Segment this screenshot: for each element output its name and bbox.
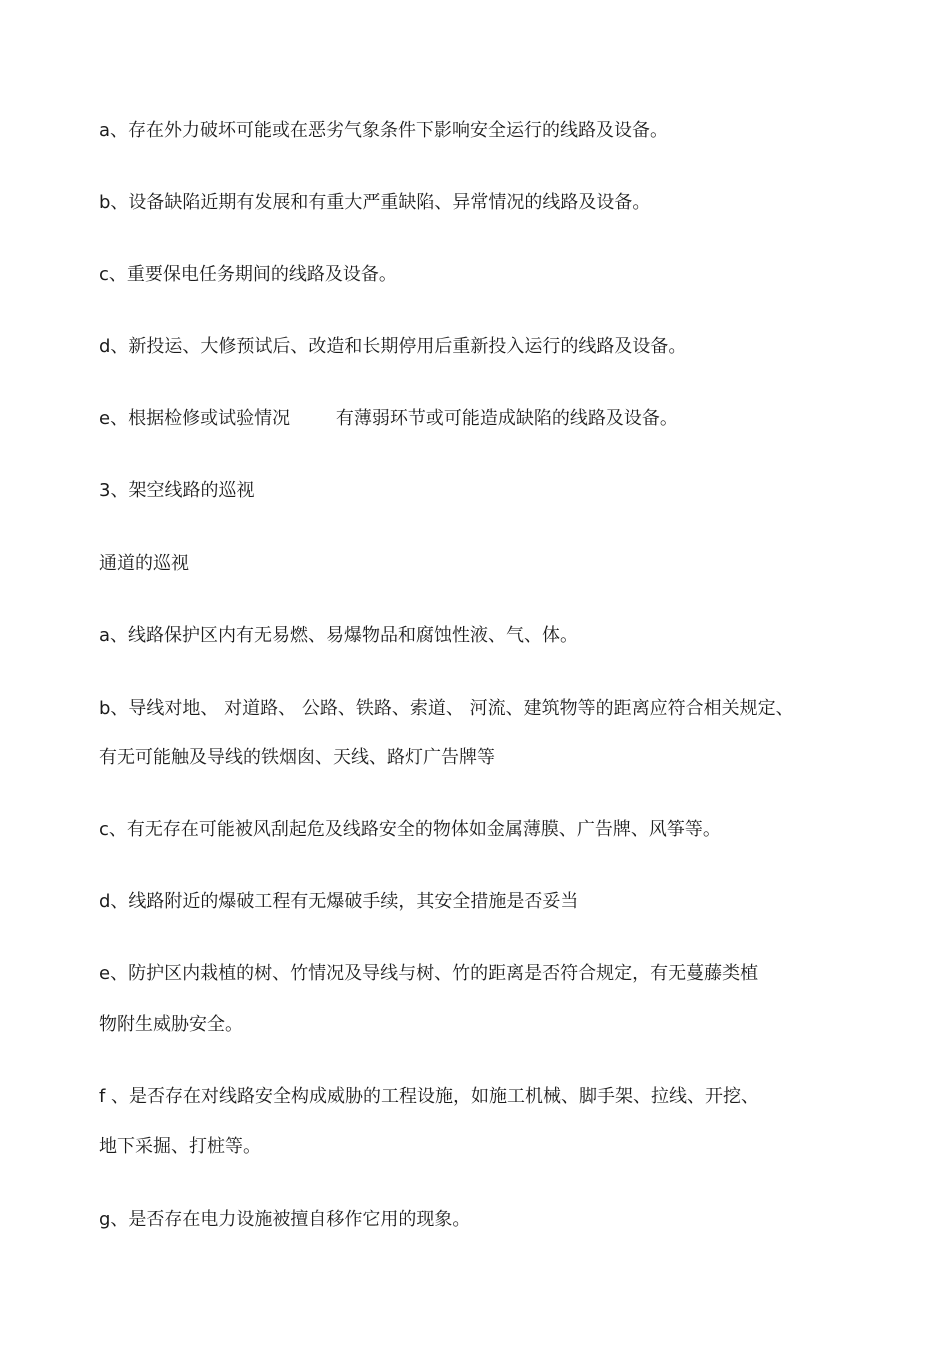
text-line-d-new-commissioning: d、新投运、大修预试后、改造和长期停用后重新投入运行的线路及设备。: [99, 336, 687, 357]
text-line-e-weak-links: e、根据检修或试验情况 有薄弱环节或可能造成缺陷的线路及设备。: [99, 408, 678, 429]
text-line-c-windborne-objects: c、有无存在可能被风刮起危及线路安全的物体如金属薄膜、广告牌、风筝等。: [99, 819, 721, 840]
text-line-b-clearance-distances: b、导线对地、 对道路、 公路、铁路、索道、 河流、建筑物等的距离应符合相关规定、: [99, 698, 794, 719]
text-line-e-continuation: 物附生威胁安全。: [99, 1014, 243, 1035]
section-heading-overhead-line-patrol: 3、架空线路的巡视: [99, 480, 255, 501]
text-line-c-power-protection: c、重要保电任务期间的线路及设备。: [99, 264, 397, 285]
text-line-f-construction-threats: f 、是否存在对线路安全构成威胁的工程设施，如施工机械、脚手架、拉线、开挖、: [99, 1086, 760, 1107]
text-line-a-external-damage: a、存在外力破坏可能或在恶劣气象条件下影响安全运行的线路及设备。: [99, 120, 669, 141]
text-line-f-continuation: 地下采掘、打桩等。: [99, 1136, 261, 1157]
text-line-b-equipment-defects: b、设备缺陷近期有发展和有重大严重缺陷、异常情况的线路及设备。: [99, 192, 651, 213]
text-line-d-blasting-works: d、线路附近的爆破工程有无爆破手续，其安全措施是否妥当: [99, 891, 579, 912]
text-line-g-misuse-of-facilities: g、是否存在电力设施被擅自移作它用的现象。: [99, 1209, 471, 1230]
subheading-corridor-patrol: 通道的巡视: [99, 553, 189, 574]
text-line-a-hazardous-materials: a、线路保护区内有无易燃、易爆物品和腐蚀性液、气、体。: [99, 625, 579, 646]
text-line-e-trees-bamboo: e、防护区内栽植的树、竹情况及导线与树、竹的距离是否符合规定，有无蔓藤类植: [99, 963, 759, 984]
text-line-b-continuation: 有无可能触及导线的铁烟囱、天线、路灯广告牌等: [99, 747, 495, 768]
